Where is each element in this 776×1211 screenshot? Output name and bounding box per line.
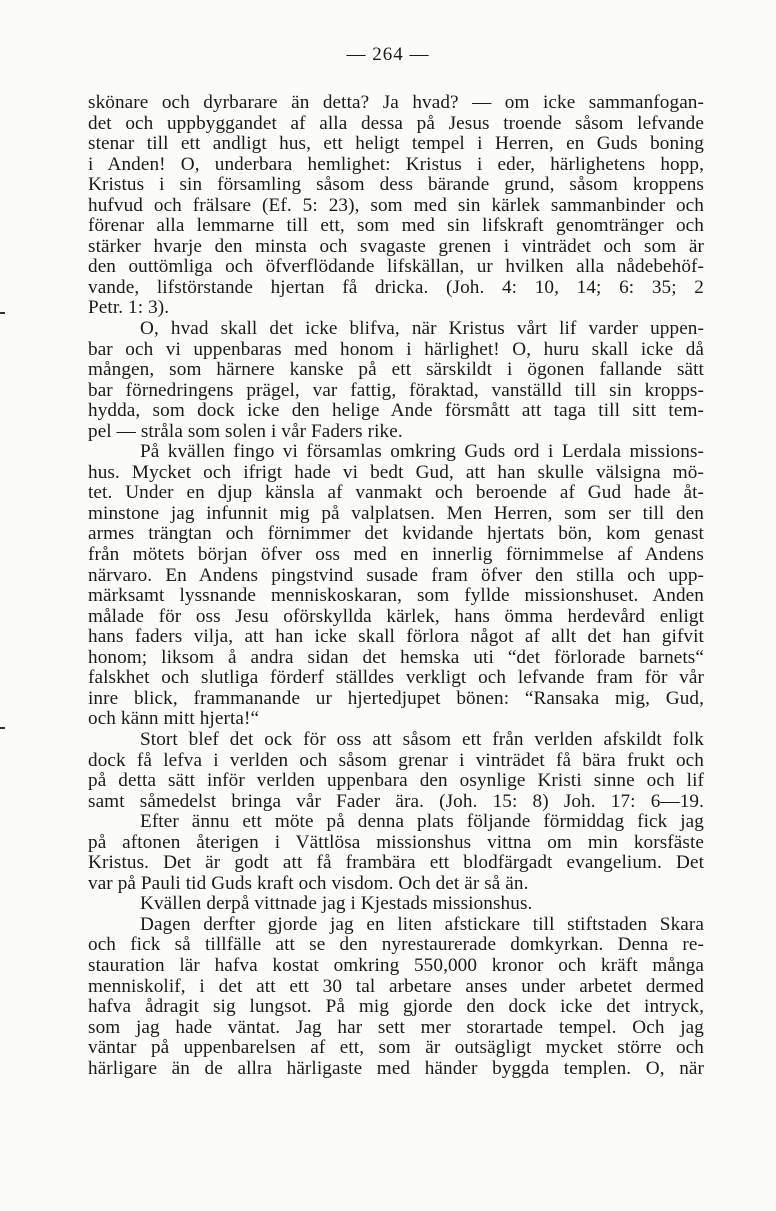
- text-line: märksamt lyssnande menniskoskaran, som fyllde missionshuset. Anden: [88, 585, 704, 607]
- text-line: bar och vi uppenbaras med honom i härlighet! O, huru skall icke då: [88, 338, 704, 360]
- text-line: härligare än de allra härligaste med händer byggda templen. O, när: [88, 1057, 704, 1079]
- text-line: stenar till ett andligt hus, ett heligt tempel i Herren, en Guds boning: [88, 133, 704, 155]
- text-line: inre blick, frammanande ur hjertedjupet bönen: “Ransaka mig, Gud,: [88, 687, 704, 709]
- text-line: stauration lär hafva kostat omkring 550,000 kronor och kräft många: [88, 954, 704, 976]
- text-line: hufvud och frälsare (Ef. 5: 23), som med sin kärlek sammanbinder och: [88, 194, 704, 216]
- text-line: hans faders vilja, att han icke skall förlora något af allt det han gifvit: [88, 626, 704, 648]
- text-line: målade för oss Jesu oförskyllda kärlek, hans ömma herdevård enligt: [88, 605, 704, 627]
- text-line: och känn mitt hjerta!“: [88, 708, 260, 730]
- text-line: På kvällen fingo vi församlas omkring Guds ord i Lerdala missions-: [140, 441, 704, 463]
- text-line: Dagen derfter gjorde jag en liten afstickare till stiftstaden Skara: [140, 913, 704, 935]
- text-line: O, hvad skall det icke blifva, när Kristus vårt lif varder uppen-: [140, 318, 704, 340]
- scan-edge-mark: [0, 727, 5, 729]
- text-line: minstone jag infunnit mig på valplatsen. Men Herren, som ser till den: [88, 502, 704, 524]
- text-line: hus. Mycket och ifrigt hade vi bedt Gud, att han skulle välsigna mö-: [88, 461, 704, 483]
- text-line: armes trängtan och förnimmer det kvidande hjertats bön, kom genast: [88, 523, 704, 545]
- text-line: menniskolif, i det att ett 30 tal arbetare anses under arbetet dermed: [88, 975, 704, 997]
- page-number: — 264 —: [346, 44, 430, 65]
- text-line: honom; liksom å andra sidan det hemska uti “det förlorade barnets“: [88, 646, 704, 668]
- text-line: pel — stråla som solen i vår Faders rike.: [88, 420, 403, 442]
- text-line: Stort blef det ock för oss att såsom ett från verlden afskildt folk: [140, 728, 704, 750]
- text-line: Kristus i sin församling såsom dess bärande grund, såsom kroppens: [88, 174, 704, 196]
- text-line: falskhet och slutliga förderf ställdes verkligt och lefvande fram för vår: [88, 667, 704, 689]
- text-line: hafva ådragit sig lungsot. På mig gjorde den dock icke det intryck,: [88, 996, 704, 1018]
- text-line: Efter ännu ett möte på denna plats följande förmiddag fick jag: [140, 811, 704, 833]
- text-line: tet. Under en djup känsla af vanmakt och beroende af Gud hade åt-: [88, 482, 704, 504]
- text-line: som jag hade väntat. Jag har sett mer storartade tempel. Och jag: [88, 1016, 704, 1038]
- text-line: och fick så tillfälle att se den nyrestaurerade domkyrkan. Denna re-: [88, 934, 704, 956]
- text-line: dock få lefva i verlden och såsom grenar i vinträdet få bära frukt och: [88, 749, 704, 771]
- text-line: väntar på uppenbarelsen af ett, som är outsägligt mycket större och: [88, 1037, 704, 1059]
- text-line: hydda, som dock icke den helige Ande försmått att taga till sitt tem-: [88, 400, 704, 422]
- text-line: i Anden! O, underbara hemlighet: Kristus i eder, härlighetens hopp,: [88, 153, 704, 175]
- text-line: vande, lifstörstande hjertan få dricka. (Joh. 4: 10, 14; 6: 35; 2: [88, 276, 704, 298]
- text-line: det och uppbyggandet af alla dessa på Jesus troende såsom lefvande: [88, 112, 704, 134]
- scan-edge-mark: [0, 312, 5, 314]
- text-line: bar förnedringens prägel, var fattig, föraktad, vanställd till sin kropps-: [88, 379, 704, 401]
- text-line: Kristus. Det är godt att få frambära ett blodfärgadt evangelium. Det: [88, 852, 704, 874]
- text-line: från mötets början öfver oss med en innerlig förnimmelse af Andens: [88, 544, 704, 566]
- text-line: Petr. 1: 3).: [88, 297, 170, 319]
- body-text: [88, 93, 704, 1079]
- text-line: mången, som härnere kanske på ett särskildt i ögonen fallande sätt: [88, 359, 704, 381]
- text-line: förenar alla lemmarne till ett, som med sin lifskraft genomtränger och: [88, 215, 704, 237]
- text-line: var på Pauli tid Guds kraft och visdom. Och det är så än.: [88, 872, 529, 894]
- text-line: stärker hvarje den minsta och svagaste grenen i vinträdet och som är: [88, 235, 704, 257]
- text-line: på aftonen återigen i Vättlösa missionshus vittna om min korsfäste: [88, 831, 704, 853]
- text-line: närvaro. En Andens pingstvind susade fram öfver den stilla och upp-: [88, 564, 704, 586]
- text-line: den outtömliga och öfverflödande lifskällan, ur hvilken alla nådebehöf-: [88, 256, 704, 278]
- text-line: på detta sätt inför verlden uppenbara den osynlige Kristi sinne och lif: [88, 770, 704, 792]
- text-line: skönare och dyrbarare än detta? Ja hvad? — om icke sammanfogan-: [88, 92, 704, 113]
- text-line: samt såmedelst bringa vår Fader ära. (Joh. 15: 8) Joh. 17: 6—19.: [88, 790, 704, 812]
- text-line: Kvällen derpå vittnade jag i Kjestads missionshus.: [140, 893, 533, 915]
